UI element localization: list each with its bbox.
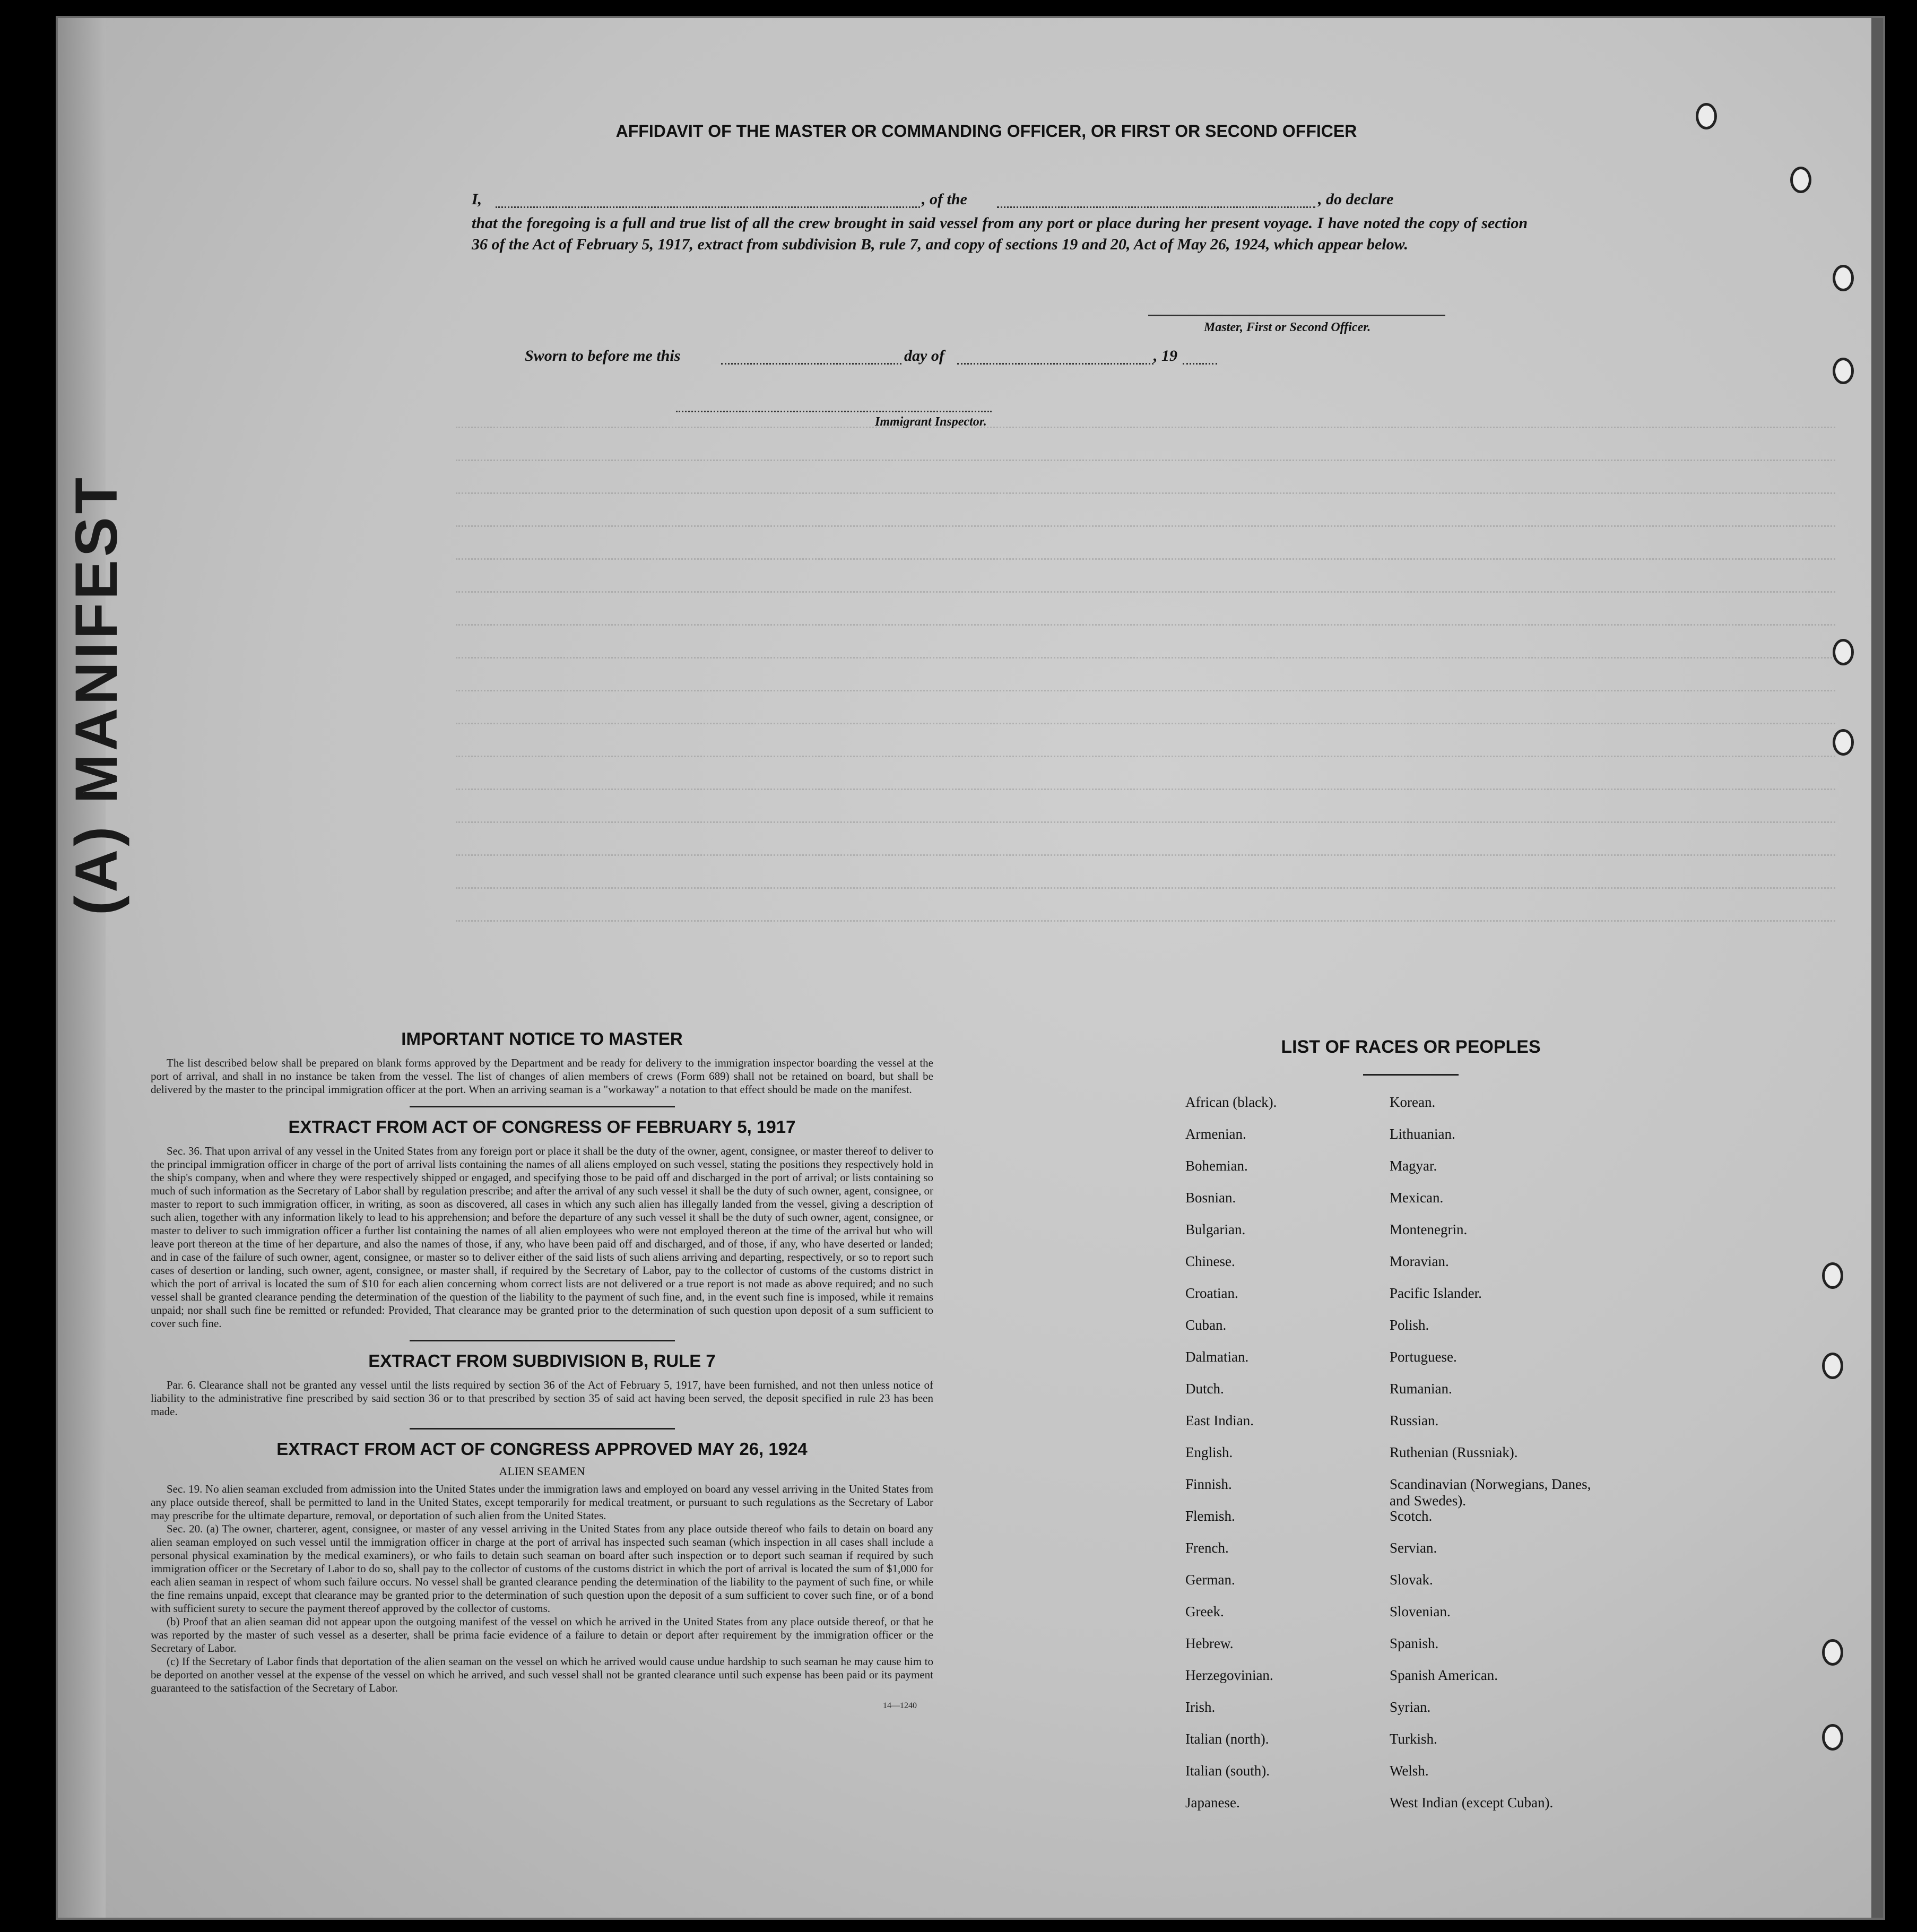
ghost-row (456, 920, 1835, 933)
extract-1917-title: EXTRACT FROM ACT OF CONGRESS OF FEBRUARY 5, 1917 (288, 1117, 796, 1137)
name-field[interactable] (496, 195, 920, 208)
binder-hole (1833, 358, 1854, 384)
race-entry: German. (1185, 1572, 1235, 1588)
year-label: , 19 (1153, 347, 1177, 365)
binder-hole (1822, 1724, 1843, 1751)
ghost-row (456, 525, 1835, 539)
race-entry: Ruthenian (Russniak). (1390, 1444, 1518, 1460)
race-entry: French. (1185, 1540, 1229, 1556)
race-entry: Scotch. (1390, 1508, 1433, 1524)
form-number: 14—1240 (883, 1701, 917, 1710)
extract-1924-title: EXTRACT FROM ACT OF CONGRESS APPROVED MAY 26, 1924 (276, 1439, 808, 1459)
binder-hole (1790, 167, 1811, 193)
ghost-row (456, 690, 1835, 703)
ghost-row (456, 854, 1835, 868)
sworn-month-field[interactable] (957, 351, 1153, 365)
ghost-row (456, 723, 1835, 736)
race-entry: Russian. (1390, 1413, 1439, 1428)
races-title: LIST OF RACES OR PEOPLES (1281, 1037, 1541, 1057)
alien-seamen-subtitle: ALIEN SEAMEN (499, 1465, 585, 1478)
race-entry: Spanish American. (1390, 1667, 1498, 1683)
sec20c-text: (c) If the Secretary of Labor finds that deportation of the alien seaman on the vessel on which he arrived would cause undue hardship to such seaman he may cause him to be deported on another vessel at the expense of the vessel on which he arrived, and such vessel shall not be granted clearance until such expense has been paid or its payment guaranteed to the satisfaction of the Secretary of Labor. (151, 1655, 933, 1694)
race-entry: Syrian. (1390, 1699, 1431, 1715)
race-entry: Bosnian. (1185, 1190, 1236, 1206)
race-entry: Moravian. (1390, 1253, 1449, 1269)
ghost-row (456, 624, 1835, 637)
inspector-signature-label: Immigrant Inspector. (875, 415, 987, 429)
master-signature-label: Master, First or Second Officer. (1204, 320, 1371, 334)
sworn-label: Sworn to before me this (525, 347, 681, 365)
race-entry: Mexican. (1390, 1190, 1444, 1206)
sec20b-text: (b) Proof that an alien seaman did not appear upon the outgoing manifest of the vessel on which he arrived in the United States from any place outside thereof, or that he was reported by the master of such vessel as a deserter, shall be prima facie evidence of a failure to detain or deport after requirement by the immigration officer or the Secretary of Labor. (151, 1615, 933, 1654)
race-entry: Flemish. (1185, 1508, 1235, 1524)
divider (410, 1428, 675, 1429)
binder-hole (1833, 265, 1854, 291)
vertical-stamp: (A) MANIFEST (63, 474, 129, 915)
ghost-row (456, 558, 1835, 571)
ghost-row (456, 821, 1835, 835)
extract-rule7-text: Par. 6. Clearance shall not be granted any vessel until the lists required by section 36 of the Act of February 5, 1917, have been furnished, and not then unless notice of liability to the administrative fine prescribed by said section 36 or to that prescribed by section 35 of said act having been served, the deposit specified in rule 23 has been made. (151, 1379, 933, 1418)
race-entry: Herzegovinian. (1185, 1667, 1273, 1683)
race-entry: Lithuanian. (1390, 1126, 1455, 1142)
extract-1917-text: Sec. 36. That upon arrival of any vessel in the United States from any foreign port or place it shall be the duty of the owner, agent, consignee, or master thereof to deliver to the principal immigration officer in charge of the port of arrival lists containing the names of all aliens employed on such vessel, stating the positions they respectively hold in the ship's company, when and where they were respectively shipped or engaged, and specifying those to be paid off and discharged in the port of arrival; or lists containing so much of such information as the Secretary of Labor shall by regulation prescribe; and after the arrival of any such vessel it shall be the duty of such owner, agent, consignee, or master to report to such immigration officer, in writing, as soon as discovered, all cases in which any such alien has illegally landed from the vessel, giving a description of such alien, together with any information likely to lead to his apprehension; and before the departure of any such vessel it shall be the duty of such owner, agent, consignee, or master to deliver to such immigration officer a further list containing the names of all alien employees who were not employed thereon at the time of the arrival but who will leave port thereon at the time of her departure, and also the names of those, if any, who have been paid off and discharged, and of those, if any, who have deserted or landed; and in case of the failure of such owner, agent, consignee, or master so to deliver either of the said lists of such aliens arriving and departing, respectively, or so to report such cases of desertion or landing, such owner, agent, consignee, or master shall, if required by the Secretary of Labor, pay to the collector of customs of the customs district in which the port of arrival is located the sum of $10 for each alien concerning whom correct lists are not delivered or a true report is not made as above required; and no such vessel shall be granted clearance pending the determination of the question of the liability to the payment of such fine, and, in the event such fine is imposed, while it remains unpaid; nor shall such fine be remitted or refunded: Provided, That clearance may be granted prior to the determination of such question upon deposit of a sum sufficient to cover such fine. (151, 1145, 933, 1330)
binder-hole (1822, 1639, 1843, 1666)
race-entry: Portuguese. (1390, 1349, 1457, 1365)
binder-hole (1833, 729, 1854, 756)
day-of-label: day of (904, 347, 944, 365)
race-entry: Pacific Islander. (1390, 1285, 1482, 1301)
race-entry: Finnish. (1185, 1476, 1232, 1492)
affidavit-of-the: , of the (922, 190, 967, 208)
binder-hole (1696, 103, 1717, 129)
race-entry: Armenian. (1185, 1126, 1246, 1142)
race-entry: Hebrew. (1185, 1635, 1234, 1651)
race-entry: Spanish. (1390, 1635, 1439, 1651)
sworn-year-field[interactable] (1183, 351, 1217, 365)
race-entry: Turkish. (1390, 1731, 1437, 1747)
ghost-row (456, 460, 1835, 473)
race-entry: Bohemian. (1185, 1158, 1248, 1174)
race-entry: Scandinavian (Norwegians, Danes, and Swedes). (1390, 1476, 1591, 1509)
race-entry: Slovenian. (1390, 1604, 1451, 1619)
race-entry: Welsh. (1390, 1763, 1429, 1779)
race-entry: Cuban. (1185, 1317, 1227, 1333)
affidavit-body: that the foregoing is a full and true list of all the crew brought in said vessel from any port or place during her present voyage. I have noted the copy of section 36 of the Act of February 5, 1917, extract from subdivision B, rule 7, and copy of sections 19 and 20, Act of May 26, 1924, which appear below. (472, 214, 1528, 253)
notice-text: The list described below shall be prepared on blank forms approved by the Department and be ready for delivery to the immigration inspector boarding the vessel at the port of arrival, and shall in no instance be taken from the vessel. The list of changes of alien members of crews (Form 689) shall not be retained on board, but shall be delivered by the master to the principal immigration officer at the port. When an arriving seaman is a "workaway" a notation to that effect should be made on the manifest. (151, 1056, 933, 1096)
divider (410, 1106, 675, 1107)
race-entry: Irish. (1185, 1699, 1216, 1715)
extract-rule7-title: EXTRACT FROM SUBDIVISION B, RULE 7 (368, 1351, 716, 1371)
race-entry: Bulgarian. (1185, 1221, 1246, 1237)
ghost-row (456, 591, 1835, 604)
binder-hole (1822, 1353, 1843, 1379)
race-entry: Polish. (1390, 1317, 1429, 1333)
master-signature-line[interactable] (1148, 313, 1445, 316)
ghost-row (456, 657, 1835, 670)
notice-title: IMPORTANT NOTICE TO MASTER (401, 1029, 683, 1049)
affidavit-block (472, 190, 1528, 255)
sec19-text: Sec. 19. No alien seaman excluded from admission into the United States under the immigration laws and employed on board any vessel arriving in the United States from any place outside thereof, shall be permitted to land in the United States, except temporarily for medical treatment, or pursuant to such regulations as the Secretary of Labor may prescribe for the ultimate departure, removal, or deportation of such alien from the United States. (151, 1483, 933, 1522)
ghost-row (456, 427, 1835, 440)
affidavit-do-declare: , do declare (1318, 190, 1394, 208)
race-entry: West Indian (except Cuban). (1390, 1795, 1554, 1810)
ghost-row (456, 492, 1835, 506)
race-entry: Dalmatian. (1185, 1349, 1249, 1365)
ghost-row (456, 887, 1835, 900)
race-entry: English. (1185, 1444, 1233, 1460)
ghost-row (456, 789, 1835, 802)
sec20a-text: Sec. 20. (a) The owner, charterer, agent, consignee, or master of any vessel arriving in the United States from any place outside thereof who fails to detain on board any alien seaman employed on such vessel until the immigration officer in charge at the port of arrival has inspected such seaman (which inspection in all cases shall include a personal physical examination by the medical examiners), or who fails to detain such seaman on board after such inspection or to deport such seaman if required by such immigration officer or the Secretary of Labor to do so, shall pay to the collector of customs of the customs district in which the port of arrival is located the sum of $1,000 for each alien seaman in respect of whom such failure occurs. No vessel shall be granted clearance pending the determination of the liability to the payment of such fine, or while the fine remains unpaid, except that clearance may be granted prior to the determination of such question upon the deposit of a sum sufficient to cover such fine, or of a bond with sufficient surety to secure the payment thereof approved by the collector of customs. (151, 1522, 933, 1615)
binder-hole (1822, 1262, 1843, 1289)
divider (410, 1340, 675, 1341)
page-edge (1871, 18, 1883, 1918)
affidavit-i: I, (472, 190, 482, 208)
race-entry: Japanese. (1185, 1795, 1240, 1810)
affidavit-title: AFFIDAVIT OF THE MASTER OR COMMANDING OFFICER, OR FIRST OR SECOND OFFICER (615, 122, 1357, 141)
race-entry: Italian (north). (1185, 1731, 1269, 1747)
race-entry: Chinese. (1185, 1253, 1235, 1269)
manifest-page (56, 16, 1885, 1920)
race-entry: Montenegrin. (1390, 1221, 1468, 1237)
race-entry: Croatian. (1185, 1285, 1238, 1301)
binding-strip (58, 18, 129, 1918)
binder-hole (1833, 639, 1854, 665)
races-divider (1363, 1074, 1459, 1076)
race-entry: Slovak. (1390, 1572, 1433, 1588)
race-entry: Magyar. (1390, 1158, 1437, 1174)
race-entry: Servian. (1390, 1540, 1437, 1556)
race-entry: Greek. (1185, 1604, 1224, 1619)
race-entry: Italian (south). (1185, 1763, 1270, 1779)
race-entry: African (black). (1185, 1094, 1277, 1110)
race-entry: Rumanian. (1390, 1381, 1452, 1397)
race-entry: Korean. (1390, 1094, 1436, 1110)
ghost-row (456, 756, 1835, 769)
race-entry: East Indian. (1185, 1413, 1254, 1428)
race-entry: Dutch. (1185, 1381, 1224, 1397)
races-right-column (1390, 1094, 1612, 1826)
sworn-line (525, 347, 1268, 371)
inspector-signature-line[interactable] (676, 399, 992, 412)
sworn-day-field[interactable] (721, 351, 901, 365)
legal-column (151, 1029, 933, 1711)
vessel-field[interactable] (997, 195, 1315, 208)
